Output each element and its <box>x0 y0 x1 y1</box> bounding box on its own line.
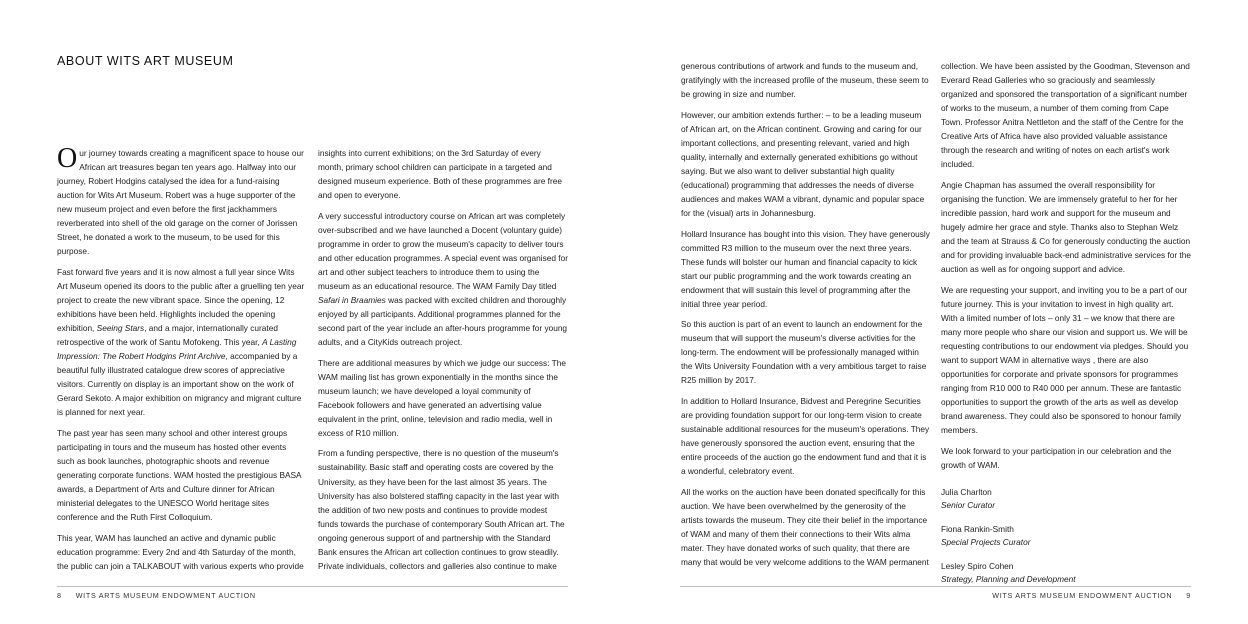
paragraph: We are requesting your support, and inviting you to be a part of our future journey. This is your invitation to invest in high quality art. With a limited number of lots – only 31 – we know that there are many more people who share our vision and support us. We will be requesting contributions to our endowment via pledges. Should you want to support WAM in alternative ways , there are also opportunities for corporate and private sponsors for programmes ranging from R10 000 to R40 000 per annum. These are fantastic opportunities to support the growth of the arts as well as develop brand awareness. They could also be sponsored to honour family members. <box>941 284 1189 436</box>
paragraph: We look forward to your participation in our celebration and the growth of WAM. <box>941 445 1172 470</box>
signature-block <box>941 523 1191 549</box>
paragraph: Angie Chapman has assumed the overall responsibility for organising the function. We are immensely grateful to her for her incredible passion, hard work and support for the museum and hugely admire her grace and style. Thanks also to Stephan Welz and the team at Strauss & Co for generously conducting the auction and for providing invaluable back-end administrative services for the auction as well as for ongoing support and advice. <box>941 179 1191 275</box>
paragraph: Fast forward five years and it is now almost a full year since Wits Art Museum opened its doors to the public after a gruelling ten year project to create the new vibrant space. Since the opening, 12 exhibitions have been held. Highlights included the opening exhibition, Seeing Stars, and a major, internationally curated retrospective of the work of Santu Mofokeng. This year, A Lasting Impression: The Robert Hodgins Print Archive, accompanied by a beautiful fully illustrated catalogue drew scores of appreciative visitors. Currently on display is an important show on the work of Gerard Sekoto. A major exhibition on migrancy and migrant culture is planned for next year. <box>57 266 305 418</box>
signatory-name: Julia Charlton <box>941 486 992 497</box>
paragraph: However, our ambition extends further: – to be a leading museum of African art, on the African continent. Growing and caring for our important collections, and presenting relevant, varied and high quality, internally and externally generated exhibitions go without saying. But we also want to deliver substantial high quality (educational) programming that addresses the needs of diverse audiences and makes WAM a vibrant, dynamic and popular space for the (visual) arts in Johannesburg. <box>681 109 925 218</box>
signatory-name: Lesley Spiro Cohen <box>941 560 1014 571</box>
right-footer <box>992 591 1191 600</box>
left-column-2 <box>318 146 568 579</box>
left-column-1 <box>57 143 305 579</box>
page-number: 9 <box>1186 591 1191 600</box>
paragraph: insights into current exhibitions; on the 3rd Saturday of every month, primary school children can participate in a targeted and designed museum experience. Both of these programmes are free and open to everyone. <box>318 148 562 201</box>
page-number: 8 <box>57 591 62 600</box>
drop-cap: O <box>57 143 78 174</box>
signatory-role: Strategy, Planning and Development <box>941 573 1076 584</box>
paragraph: In addition to Hollard Insurance, Bidvest and Peregrine Securities are providing foundation support for our long-term vision to create sustainable additional resources for the museum's operations. They have generously sponsored the auction event, ensuring that the entire proceeds of the auction go the endowment fund and that it is a wonderful, celebratory event. <box>681 396 930 477</box>
paragraph: This year, WAM has launched an active and dynamic public education programme: Every 2nd and 4th Saturday of the month, the public can join a TALKABOUT with various experts who provide <box>57 532 304 571</box>
paragraph: All the works on the auction have been donated specifically for this auction. We have been overwhelmed by the generosity of the artists towards the museum. They cite their belief in the importance of WAM and many of them their connections to their Wits alma mater. They have donated works of such quality, that there are many that would be very welcome additions to the WAM permanent <box>681 486 929 568</box>
right-column-1 <box>681 59 930 576</box>
signature-block <box>941 486 1191 512</box>
paragraph: Our journey towards creating a magnificent space to house our African art treasures began ten years ago. Halfway into our journey, Robert Hodgins catalysed the idea for a fund-raising auction for Wits Art Museum. Robert was a huge supporter of the new museum project and even before the first jackhammers reverberated into shell of the old garage on the corner of Jorissen Street, he donated a work to the museum, to be used for this purpose. <box>57 143 304 257</box>
signature-block <box>941 560 1191 586</box>
paragraph: generous contributions of artwork and funds to the museum and, gratifyingly with the increased profile of the museum, these seem to be growing in size and number. <box>681 61 929 100</box>
paragraph: The past year has seen many school and other interest groups participating in tours and the museum has hosted other events such as book launches, photographic shoots and revenue generating corporate functions. WAM hosted the prestigious BASA awards, a Department of Arts and Culture dinner for African ministerial delegates to the UNESCO World heritage sites conference and the Ruth First Colloquium. <box>57 427 302 523</box>
paragraph: So this auction is part of an event to launch an endowment for the museum that will support the museum's diverse activities for the long-term. The endowment will be professionally managed within the Wits University Foundation with a very ambitious target to raise R25 million by 2017. <box>681 319 927 386</box>
page-title: ABOUT WITS ART MUSEUM <box>57 54 234 68</box>
paragraph: Hollard Insurance has bought into this vision. They have generously committed R3 million to the museum over the next three years. These funds will bolster our human and financial capacity to kick start our public programming and the work towards creating an endowment that will sustain this level of programming after the initial three year period. <box>681 228 930 309</box>
right-page <box>624 0 1248 624</box>
signatory-role: Special Projects Curator <box>941 536 1031 547</box>
paragraph: collection. We have been assisted by the Goodman, Stevenson and Everard Read Galleries who so graciously and seamlessly organized and sponsored the transportation of a significant number of works to the museum, a number of them coming from Cape Town. Professor Anitra Nettleton and the staff of the Centre for the Creative Arts of Africa have also provided valuable assistance through the research and writing of notes on each artist's work included. <box>941 61 1190 170</box>
right-column-2 <box>941 59 1191 597</box>
footer-title: WITS ARTS MUSEUM ENDOWMENT AUCTION <box>992 591 1173 600</box>
signatory-name: Fiona Rankin-Smith <box>941 523 1014 534</box>
paragraph: There are additional measures by which we judge our success: The WAM mailing list has grown exponentially in the months since the museum launch; we have developed a loyal community of Facebook followers and have generated an advertising value equivalent in the print, online, television and radio media, well in excess of R10 million. <box>318 357 566 438</box>
footer-rule <box>57 586 568 587</box>
footer-rule <box>680 586 1191 587</box>
signatory-role: Senior Curator <box>941 499 995 510</box>
left-footer <box>57 591 256 600</box>
paragraph: A very successful introductory course on African art was completely over-subscribed and we have launched a Docent (voluntary guide) programme in order to grow the museum's capacity to deliver tours and other education programmes. A special event was organised for art and other subject teachers to introduce them to using the museum as an educational resource. The WAM Family Day titled Safari in Braamies was packed with excited children and thoroughly enjoyed by all participants. Additional programmes planned for the second part of the year include an after-hours programme for young adults, and a CityKids outreach project. <box>318 210 568 348</box>
paragraph: From a funding perspective, there is no question of the museum's sustainability. Basic staff and operating costs are covered by the University, as they have been for the last almost 35 years. The University has also bolstered staffing capacity in the last year with the addition of two new posts and continues to provide modest funds towards the purchase of contemporary South African art. The ongoing generous support of and partnership with the Standard Bank ensures the African art collection continues to grow steadily. Private individuals, collectors and galleries also continue to make <box>318 448 565 571</box>
footer-title: WITS ARTS MUSEUM ENDOWMENT AUCTION <box>75 591 256 600</box>
